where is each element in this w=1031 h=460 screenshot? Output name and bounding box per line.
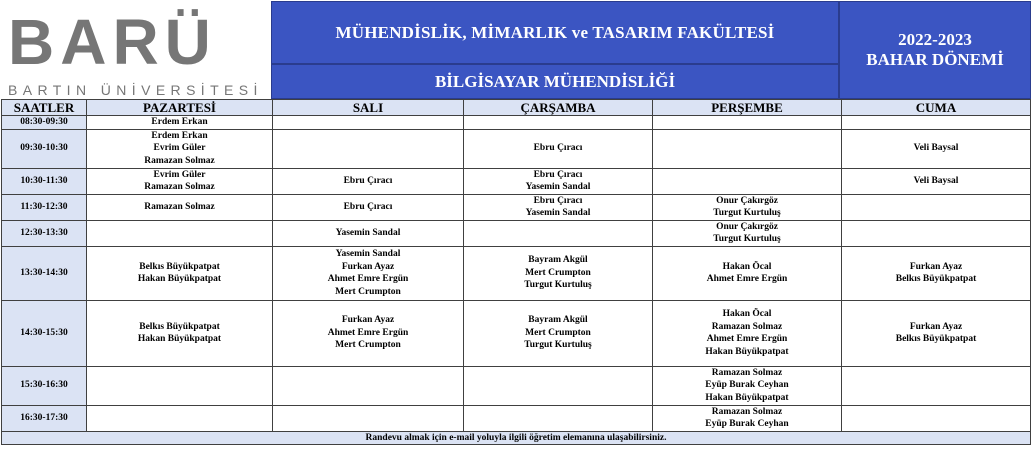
academic-year: 2022-2023 — [898, 30, 972, 49]
instructor-name: Turgut Kurtuluş — [713, 208, 781, 218]
instructor-name: Yasemin Sandal — [335, 227, 401, 238]
department-title: BİLGİSAYAR MÜHENDİSLİĞİ — [271, 64, 839, 99]
instructor-name: Ramazan Solmaz — [144, 155, 215, 166]
cell-thursday — [653, 366, 842, 405]
cell-friday — [842, 366, 1031, 405]
instructor-name: Erdem Erkan — [151, 130, 208, 141]
instructor-name: Veli Baysal — [913, 175, 959, 186]
cell-tuesday — [273, 220, 464, 246]
cell-thursday — [653, 405, 842, 431]
cell-monday — [87, 300, 273, 366]
cell-monday — [87, 168, 273, 194]
cell-wednesday — [464, 300, 653, 366]
instructor-name: Evrim Güler — [153, 169, 206, 180]
instructor-name: Hakan Öcal — [722, 309, 772, 319]
cell-wednesday — [464, 129, 653, 168]
faculty-title: MÜHENDİSLİK, MİMARLIK ve TASARIM FAKÜLTESİ — [271, 1, 839, 64]
instructor-name: Ramazan Solmaz — [711, 406, 783, 417]
cell-friday — [842, 405, 1031, 431]
cell-friday — [842, 129, 1031, 168]
instructor-name: Turgut Kurtuluş — [713, 234, 781, 244]
cell-tuesday — [273, 366, 464, 405]
time-slot: 09:30-10:30 — [2, 129, 87, 168]
cell-tuesday — [273, 116, 464, 130]
cell-tuesday — [273, 168, 464, 194]
cell-thursday — [653, 168, 842, 194]
instructor-name: Ebru Çıracı — [533, 195, 583, 206]
logo-name: BARÜ — [8, 6, 217, 78]
time-slot: 14:30-15:30 — [2, 300, 87, 366]
instructor-name: Belkıs Büyükpatpat — [139, 321, 220, 332]
cell-monday — [87, 405, 273, 431]
instructor-name: Erdem Erkan — [151, 117, 208, 127]
instructor-name: Evrim Güler — [153, 143, 206, 154]
instructor-name: Hakan Büyükpatpat — [705, 392, 789, 403]
cell-friday — [842, 300, 1031, 366]
instructor-name: Turgut Kurtuluş — [524, 340, 592, 351]
time-slot: 15:30-16:30 — [2, 366, 87, 405]
schedule-body — [2, 116, 1031, 432]
col-header-thursday: PERŞEMBE — [653, 100, 842, 116]
time-slot: 08:30-09:30 — [2, 116, 87, 130]
instructor-name: Yasemin Sandal — [525, 182, 591, 192]
schedule-row — [2, 405, 1031, 431]
cell-monday — [87, 194, 273, 220]
instructor-name: Ebru Çıracı — [533, 169, 583, 180]
instructor-name: Hakan Büyükpatpat — [137, 274, 222, 284]
cell-wednesday — [464, 116, 653, 130]
cell-friday — [842, 246, 1031, 300]
instructor-name: Mert Crumpton — [525, 267, 591, 278]
cell-friday — [842, 168, 1031, 194]
cell-tuesday — [273, 300, 464, 366]
cell-tuesday — [273, 194, 464, 220]
instructor-name: Furkan Ayaz — [341, 315, 395, 326]
col-header-monday: PAZARTESİ — [87, 100, 273, 116]
cell-thursday — [653, 194, 842, 220]
schedule-table — [1, 99, 1031, 445]
cell-friday — [842, 220, 1031, 246]
cell-monday — [87, 246, 273, 300]
schedule-row — [2, 194, 1031, 220]
footer-note: Randevu almak için e-mail yoluyla ilgili öğretim elemanına ulaşabilirsiniz. — [2, 431, 1031, 445]
time-slot: 13:30-14:30 — [2, 246, 87, 300]
time-slot: 16:30-17:30 — [2, 405, 87, 431]
schedule-row — [2, 116, 1031, 130]
cell-wednesday — [464, 246, 653, 300]
instructor-name: Bayram Akgül — [528, 255, 588, 266]
term-block — [839, 1, 1031, 99]
university-logo — [0, 0, 271, 99]
time-slot: 12:30-13:30 — [2, 220, 87, 246]
baru-logo-icon — [0, 0, 271, 99]
cell-thursday — [653, 246, 842, 300]
instructor-name: Ahmet Emre Ergün — [706, 334, 788, 344]
cell-thursday — [653, 300, 842, 366]
header — [0, 0, 1031, 99]
schedule-row — [2, 366, 1031, 405]
cell-thursday — [653, 220, 842, 246]
instructor-name: Eyüp Burak Ceyhan — [705, 419, 789, 429]
instructor-name: Belkıs Büyükpatpat — [139, 261, 220, 272]
instructor-name: Turgut Kurtuluş — [524, 280, 592, 291]
col-header-wednesday: ÇARŞAMBA — [464, 100, 653, 116]
instructor-name: Onur Çakırgöz — [716, 221, 778, 232]
cell-friday — [842, 116, 1031, 130]
cell-wednesday — [464, 194, 653, 220]
instructor-name: Eyüp Burak Ceyhan — [705, 380, 789, 391]
cell-wednesday — [464, 168, 653, 194]
instructor-name: Ramazan Solmaz — [711, 367, 783, 378]
instructor-name: Hakan Öcal — [722, 261, 772, 272]
time-slot: 11:30-12:30 — [2, 194, 87, 220]
instructor-name: Yasemin Sandal — [335, 249, 401, 259]
instructor-name: Ahmet Emre Ergün — [327, 274, 409, 284]
instructor-name: Belkıs Büyükpatpat — [895, 274, 977, 284]
cell-wednesday — [464, 405, 653, 431]
cell-monday — [87, 116, 273, 130]
time-slot: 10:30-11:30 — [2, 168, 87, 194]
instructor-name: Ebru Çıracı — [343, 201, 393, 212]
instructor-name: Hakan Büyükpatpat — [705, 346, 789, 357]
instructor-name: Veli Baysal — [913, 143, 959, 154]
instructor-name: Ramazan Solmaz — [144, 201, 215, 212]
instructor-name: Onur Çakırgöz — [716, 195, 778, 206]
instructor-name: Ramazan Solmaz — [711, 321, 783, 332]
instructor-name: Belkıs Büyükpatpat — [895, 334, 977, 344]
cell-wednesday — [464, 220, 653, 246]
schedule-row — [2, 220, 1031, 246]
instructor-name: Mert Crumpton — [335, 286, 401, 297]
term-name: BAHAR DÖNEMİ — [866, 50, 1004, 69]
footer-row — [2, 431, 1031, 445]
col-header-tuesday: SALI — [273, 100, 464, 116]
instructor-name: Ahmet Emre Ergün — [706, 274, 788, 284]
schedule-row — [2, 168, 1031, 194]
instructor-name: Ahmet Emre Ergün — [327, 327, 409, 338]
instructor-name: Ebru Çıracı — [533, 143, 583, 154]
cell-monday — [87, 220, 273, 246]
instructor-name: Mert Crumpton — [525, 327, 591, 338]
schedule-row — [2, 129, 1031, 168]
instructor-name: Ramazan Solmaz — [144, 182, 215, 192]
logo-subtitle: BARTIN ÜNİVERSİTESİ — [8, 82, 263, 98]
cell-monday — [87, 129, 273, 168]
instructor-name: Furkan Ayaz — [909, 321, 963, 332]
cell-tuesday — [273, 129, 464, 168]
cell-thursday — [653, 116, 842, 130]
cell-monday — [87, 366, 273, 405]
instructor-name: Furkan Ayaz — [909, 261, 963, 272]
instructor-name: Bayram Akgül — [528, 315, 588, 326]
instructor-name: Ebru Çıracı — [343, 175, 393, 186]
schedule-row — [2, 300, 1031, 366]
header-row — [2, 100, 1031, 116]
instructor-name: Furkan Ayaz — [341, 261, 395, 272]
col-header-friday: CUMA — [842, 100, 1031, 116]
instructor-name: Yasemin Sandal — [525, 208, 591, 218]
instructor-name: Hakan Büyükpatpat — [137, 334, 222, 344]
cell-wednesday — [464, 366, 653, 405]
schedule-row — [2, 246, 1031, 300]
instructor-name: Mert Crumpton — [335, 340, 401, 351]
cell-thursday — [653, 129, 842, 168]
cell-friday — [842, 194, 1031, 220]
cell-tuesday — [273, 246, 464, 300]
cell-tuesday — [273, 405, 464, 431]
col-header-time: SAATLER — [2, 100, 87, 116]
